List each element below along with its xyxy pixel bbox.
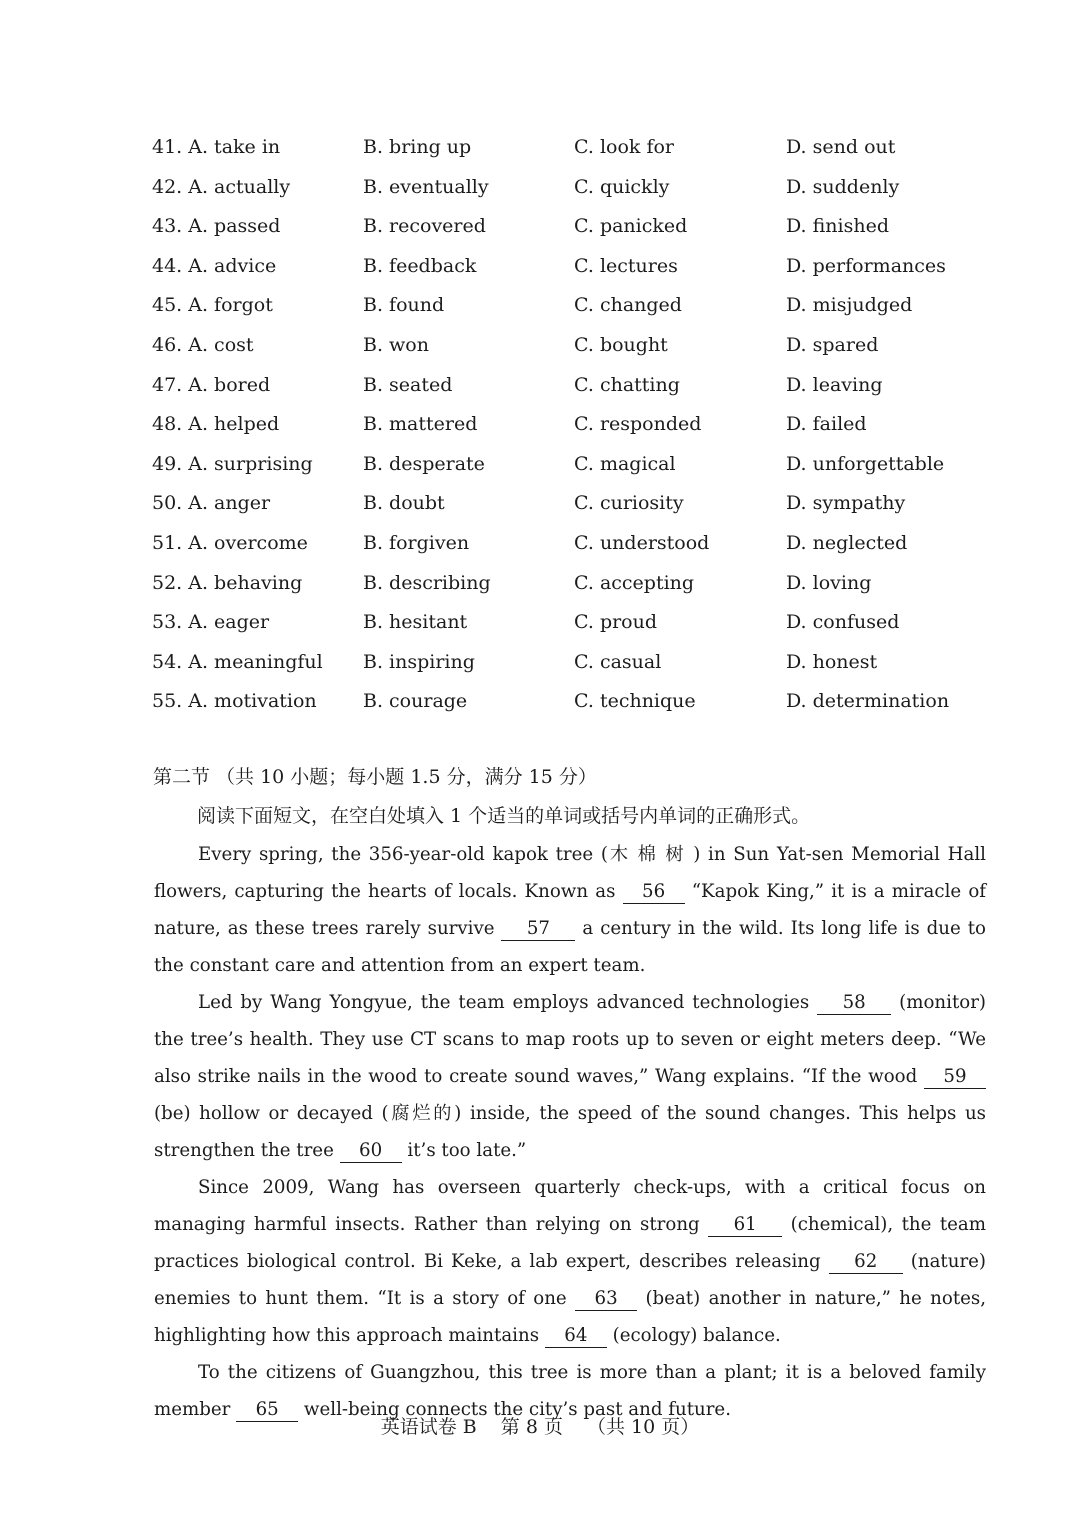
text-run: (be) hollow or decayed (腐烂的) inside, the speed of the sound changes. This helps us strengthen the tree (154, 1103, 986, 1161)
option-d: D. failed (786, 413, 867, 436)
paper-label: 英语试卷 B (380, 1416, 477, 1438)
page-footer (0, 1412, 1080, 1439)
option-c: C. proud (574, 611, 658, 634)
option-c: C. understood (574, 531, 710, 554)
question-row-44 (152, 247, 952, 287)
section-instruction: 阅读下面短文，在空白处填入 1 个适当的单词或括号内单词的正确形式。 (197, 805, 811, 827)
option-d: D. spared (786, 333, 879, 356)
blank-57[interactable]: 57 (501, 918, 575, 941)
reading-passage (154, 836, 986, 1428)
page-number: 第 8 页 (500, 1416, 563, 1438)
text-run: it’s too late.” (401, 1140, 527, 1161)
option-d: D. finished (786, 215, 890, 238)
option-c: C. casual (574, 650, 662, 673)
option-b: B. feedback (363, 254, 477, 277)
text-run: well-being connects the city’s past and future. (298, 1399, 731, 1420)
question-row-47 (152, 366, 952, 406)
question-row-45 (152, 286, 952, 326)
option-d: D. neglected (786, 531, 908, 554)
question-row-42 (152, 168, 952, 208)
question-row-55 (152, 682, 952, 722)
option-a: 53. A. eager (152, 611, 270, 634)
option-b: B. courage (363, 690, 468, 713)
option-a: 48. A. helped (152, 413, 280, 436)
option-b: B. doubt (363, 492, 445, 515)
option-d: D. leaving (786, 373, 883, 396)
option-c: C. accepting (574, 571, 695, 594)
option-c: C. curiosity (574, 492, 684, 515)
option-b: B. recovered (363, 215, 486, 238)
option-d: D. honest (786, 650, 878, 673)
text-run: (monitor) the tree’s health. They use CT scans to map roots up to seven or eight meters deep. “We also strike nails in the wood to create sound waves,” Wang explains. “If the wood (154, 992, 986, 1087)
text-run: Led by Wang Yongyue, the team employs advanced technologies (198, 992, 818, 1013)
option-a: 44. A. advice (152, 254, 277, 277)
option-c: C. look for (574, 136, 675, 158)
question-row-52 (152, 564, 952, 604)
option-d: D. performances (786, 254, 946, 277)
option-a: 51. A. overcome (152, 531, 308, 554)
question-row-48 (152, 405, 952, 445)
option-b: B. seated (363, 373, 453, 396)
option-b: B. eventually (363, 175, 489, 198)
option-a: 46. A. cost (152, 333, 254, 356)
option-d: D. loving (786, 571, 872, 594)
option-a: 42. A. actually (152, 175, 291, 198)
option-c: C. lectures (574, 254, 678, 277)
option-c: C. panicked (574, 215, 688, 238)
question-row-46 (152, 326, 952, 366)
option-b: B. bring up (363, 136, 472, 158)
option-a: 50. A. anger (152, 492, 271, 515)
option-b: B. mattered (363, 413, 478, 436)
option-d: D. sympathy (786, 492, 906, 515)
option-d: D. send out (786, 136, 896, 158)
blank-61[interactable]: 61 (708, 1214, 782, 1237)
option-c: C. responded (574, 413, 702, 436)
paragraph-1 (154, 836, 986, 984)
option-d: D. confused (786, 611, 900, 634)
answer-choices (152, 128, 952, 722)
blank-56[interactable]: 56 (623, 881, 685, 904)
text-run: To the citizens of Guangzhou, this tree is more than a plant; it is a beloved family member (154, 1362, 986, 1420)
text-run: “Kapok King,” it is a miracle of nature, as these trees rarely survive (154, 881, 986, 939)
question-row-53 (152, 603, 952, 643)
blank-63[interactable]: 63 (575, 1288, 637, 1311)
text-run: (nature) enemies to hunt them. “It is a story of one (154, 1251, 986, 1309)
option-b: B. inspiring (363, 650, 475, 673)
section-title: 第二节 （共 10 小题；每小题 1.5 分，满分 15 分） (153, 766, 597, 788)
text-run: (beat) another in nature,” he notes, highlighting how this approach maintains (154, 1288, 987, 1346)
paragraph-2 (154, 984, 986, 1169)
blank-62[interactable]: 62 (829, 1251, 903, 1274)
question-row-49 (152, 445, 952, 485)
option-a: 49. A. surprising (152, 452, 313, 475)
text-run: (ecology) balance. (606, 1325, 781, 1346)
option-c: C. chatting (574, 373, 680, 396)
question-row-50 (152, 484, 952, 524)
option-a: 43. A. passed (152, 215, 281, 238)
option-d: D. unforgettable (786, 452, 945, 475)
option-a: 45. A. forgot (152, 294, 273, 317)
text-run: (chemical), the team practices biological control. Bi Keke, a lab expert, describes releasing (154, 1214, 986, 1272)
option-d: D. suddenly (786, 175, 900, 198)
option-a: 55. A. motivation (152, 690, 317, 713)
option-d: D. determination (786, 690, 950, 713)
option-a: 52. A. behaving (152, 571, 303, 594)
page-total: （共 10 页） (587, 1416, 700, 1438)
option-d: D. misjudged (786, 294, 913, 317)
text-run: Since 2009, Wang has overseen quarterly check-ups, with a critical focus on managing harmful insects. Rather than relying on strong (154, 1177, 986, 1235)
option-c: C. bought (574, 333, 668, 356)
option-c: C. technique (574, 690, 696, 713)
text-run: a century in the wild. Its long life is due to the constant care and attention from an expert team. (154, 918, 986, 976)
option-b: B. describing (363, 571, 491, 594)
option-a: 54. A. meaningful (152, 650, 323, 673)
blank-58[interactable]: 58 (817, 992, 891, 1015)
blank-60[interactable]: 60 (340, 1140, 402, 1163)
option-c: C. changed (574, 294, 682, 317)
question-row-41 (152, 128, 952, 168)
question-row-51 (152, 524, 952, 564)
question-row-54 (152, 643, 952, 683)
option-c: C. magical (574, 452, 676, 475)
blank-64[interactable]: 64 (545, 1325, 607, 1348)
blank-59[interactable]: 59 (924, 1066, 986, 1089)
blank-65[interactable]: 65 (236, 1399, 298, 1422)
option-b: B. desperate (363, 452, 485, 475)
option-b: B. won (363, 333, 429, 356)
option-c: C. quickly (574, 175, 670, 198)
option-b: B. found (363, 294, 445, 317)
question-row-43 (152, 207, 952, 247)
option-b: B. forgiven (363, 531, 470, 554)
option-a: 41. A. take in (152, 136, 281, 158)
paragraph-3 (154, 1169, 986, 1354)
option-b: B. hesitant (363, 611, 468, 634)
text-run: Every spring, the 356-year-old kapok tree (木 棉 树 ) in Sun Yat-sen Memorial Hall flowers, capturing the hearts of locals. Known as (154, 844, 986, 902)
option-a: 47. A. bored (152, 373, 271, 396)
